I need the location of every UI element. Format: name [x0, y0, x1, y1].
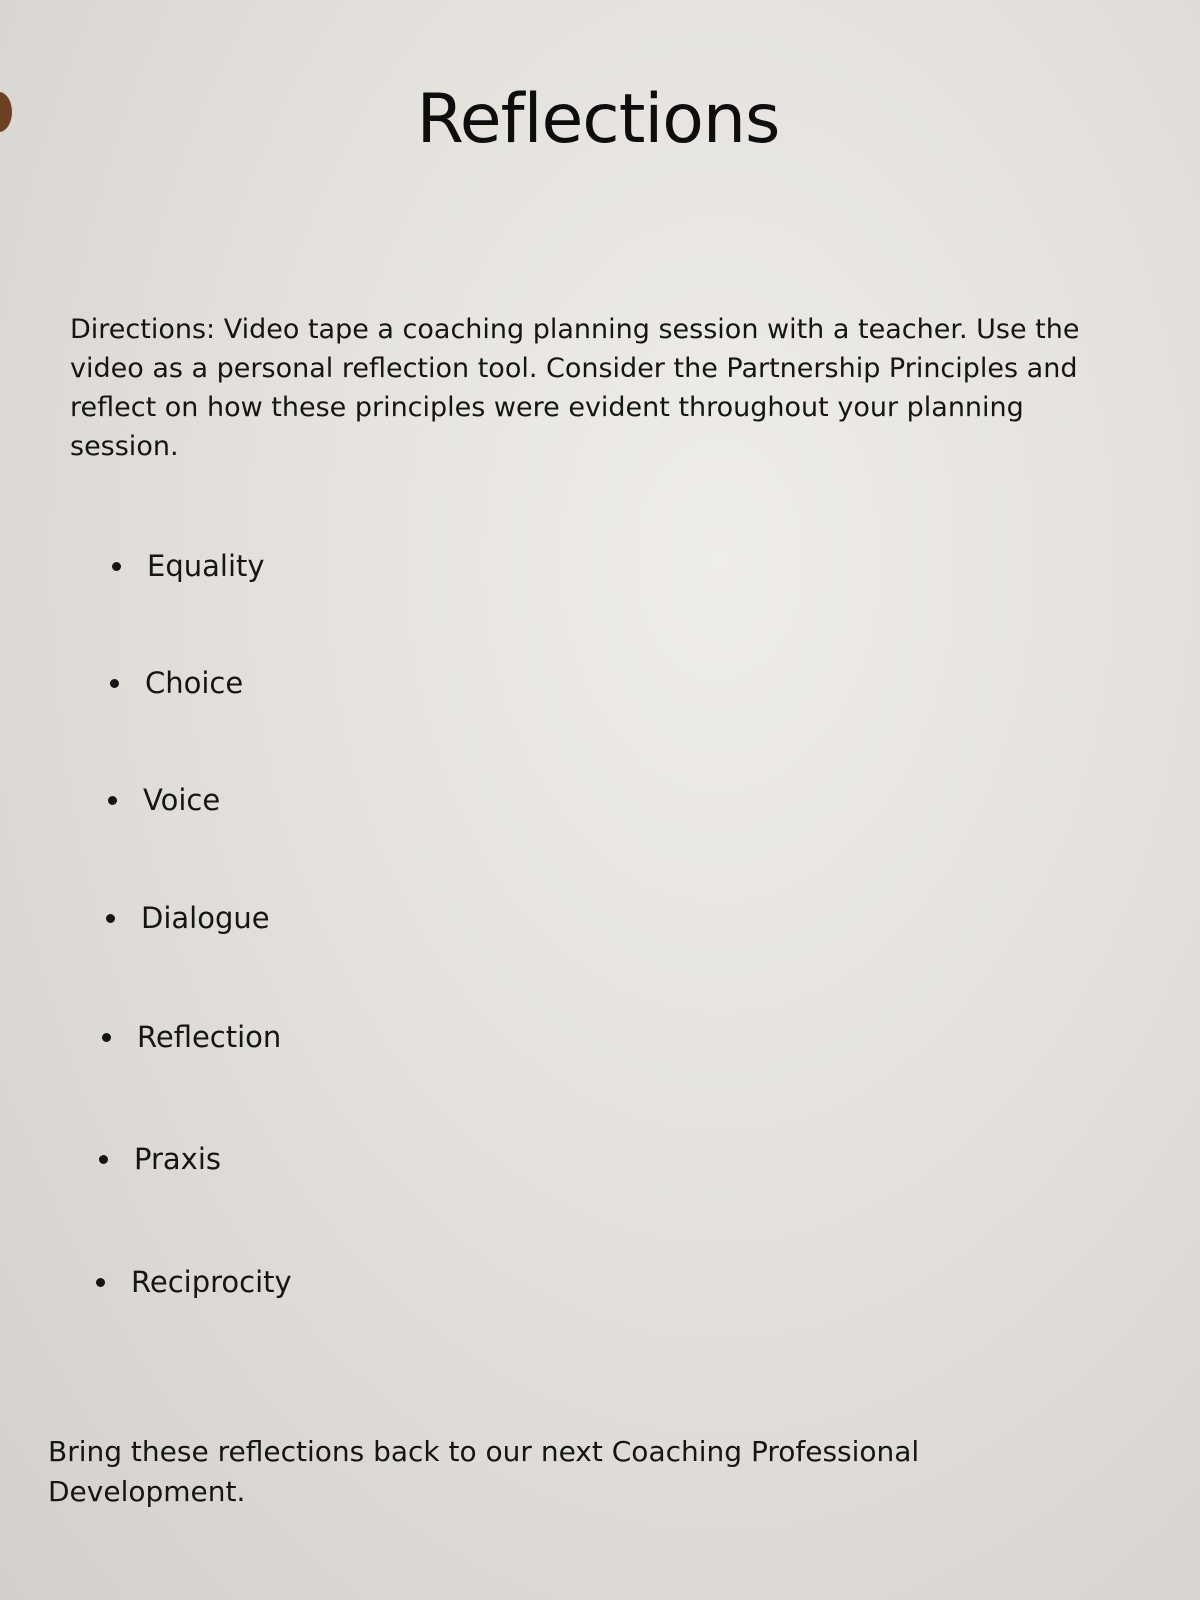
principle-label: Praxis: [134, 1142, 221, 1176]
principle-label: Equality: [147, 549, 265, 583]
list-item: [102, 1017, 281, 1057]
list-item: [108, 780, 220, 820]
list-item: [112, 546, 265, 586]
bullet-icon: [108, 796, 117, 805]
list-item: [99, 1139, 221, 1179]
principle-label: Dialogue: [141, 901, 270, 935]
bullet-icon: [102, 1033, 111, 1042]
bullet-icon: [99, 1155, 108, 1164]
principle-label: Choice: [145, 666, 244, 700]
bullet-icon: [112, 562, 121, 571]
list-item: [96, 1262, 292, 1302]
principle-label: Reflection: [137, 1020, 282, 1054]
bullet-icon: [110, 679, 119, 688]
principle-label: Voice: [143, 783, 221, 817]
bullet-icon: [96, 1278, 105, 1287]
directions-text: Directions: Video tape a coaching planning session with a teacher. Use the video as a personal reflection tool. Consider the Partnership Principles and reflect on how these principles were evident throughout your planning session.: [70, 314, 1080, 462]
closing-text: Bring these reflections back to our next Coaching Professional Development.: [48, 1435, 920, 1508]
list-item: [106, 898, 270, 938]
principle-label: Reciprocity: [131, 1265, 292, 1299]
bullet-icon: [106, 914, 115, 923]
list-item: [110, 663, 243, 703]
page-title: Reflections: [416, 80, 780, 159]
